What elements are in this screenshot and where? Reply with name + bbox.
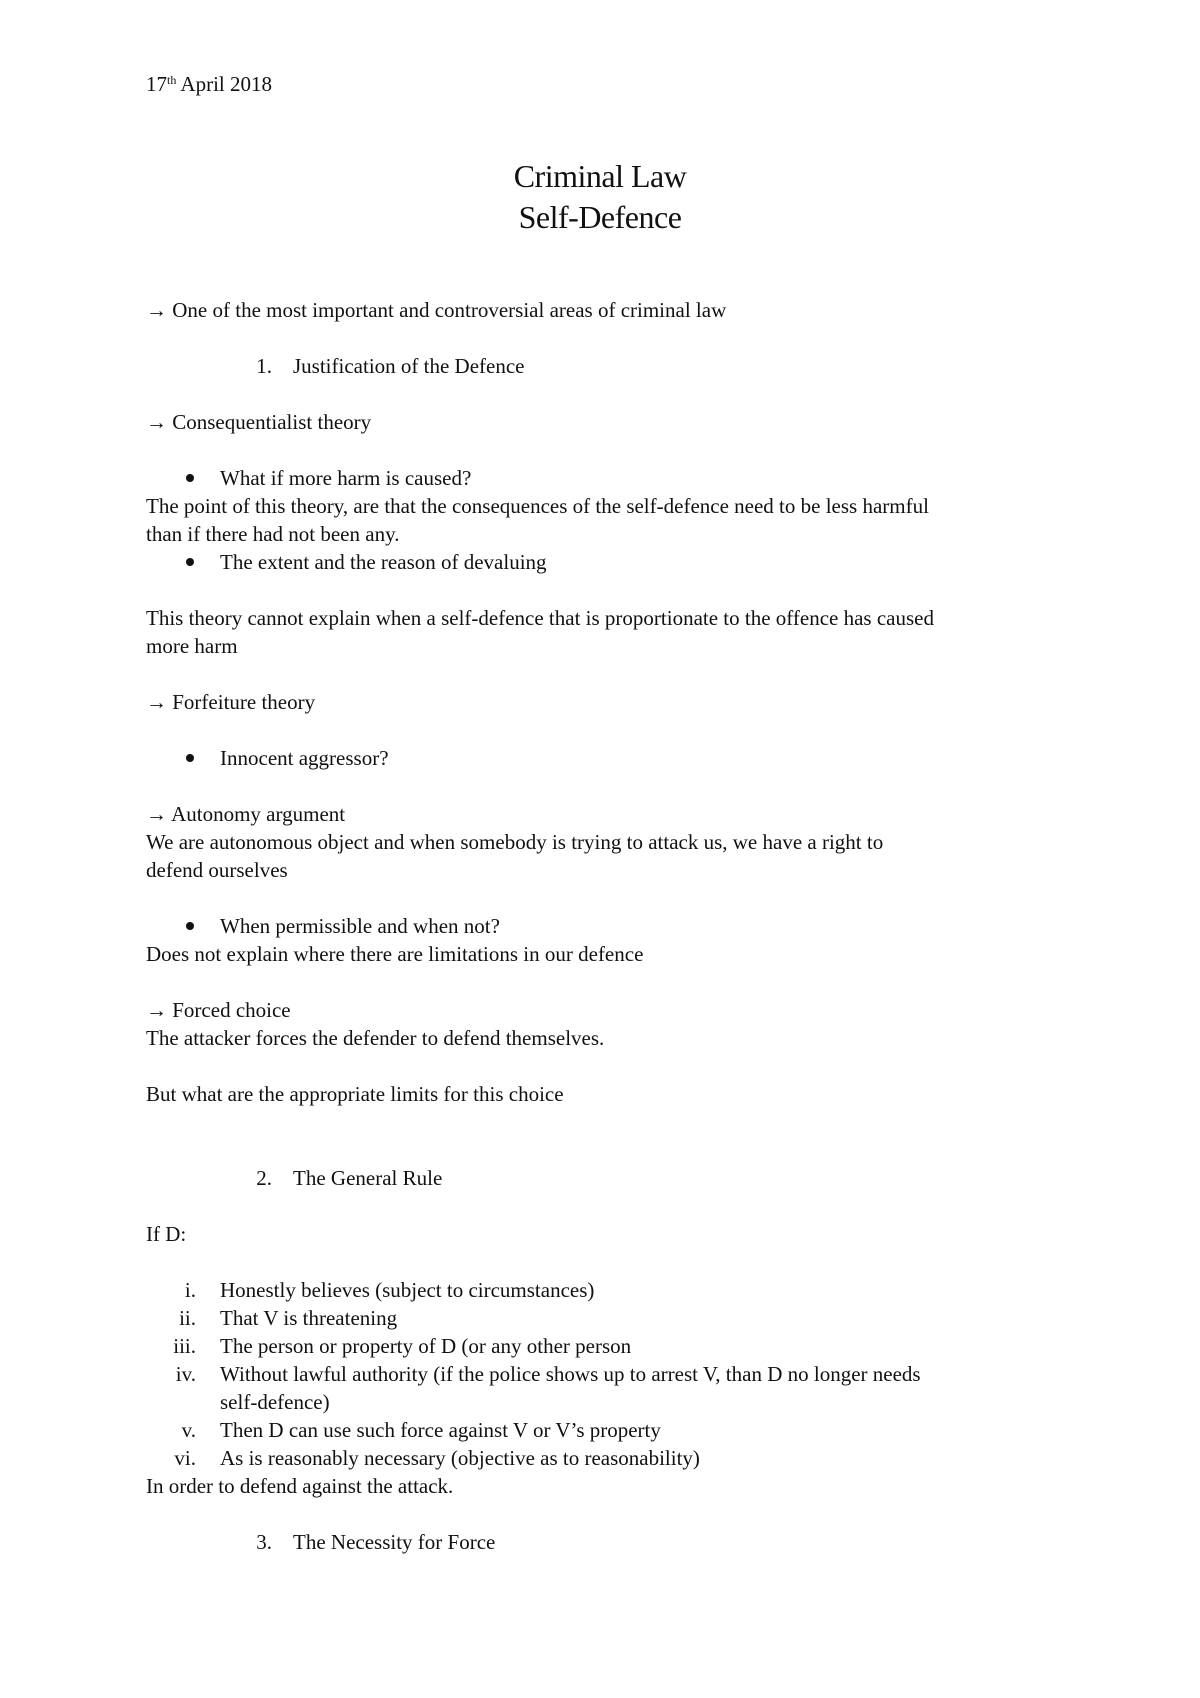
list-item: Honestly believes (subject to circumstances)	[220, 1278, 595, 1302]
paragraph-line: Does not explain where there are limitations in our defence	[146, 942, 644, 966]
section-number: 2.	[256, 1166, 272, 1190]
bullet-icon	[186, 754, 194, 762]
section-heading: The General Rule	[293, 1166, 443, 1190]
rule-lead: If D:	[146, 1222, 187, 1246]
autonomy-heading: → Autonomy argument	[146, 802, 346, 826]
paragraph-line: The point of this theory, are that the consequences of the self-defence need to be less harmful	[146, 494, 929, 518]
section-heading: The Necessity for Force	[293, 1530, 496, 1554]
paragraph-line: than if there had not been any.	[146, 522, 400, 546]
list-number: v.	[181, 1418, 196, 1442]
section-number: 1.	[256, 354, 272, 378]
list-number: ii.	[179, 1306, 196, 1330]
bullet-icon	[186, 474, 194, 482]
list-item: Then D can use such force against V or V’s property	[220, 1418, 661, 1442]
bullet-text: What if more harm is caused?	[220, 466, 472, 490]
paragraph-line: defend ourselves	[146, 858, 288, 882]
bullet-icon	[186, 558, 194, 566]
paragraph-line: more harm	[146, 634, 238, 658]
list-item: As is reasonably necessary (objective as to reasonability)	[220, 1446, 700, 1470]
consequentialist-heading: → Consequentialist theory	[146, 410, 372, 434]
list-number: iv.	[175, 1362, 196, 1386]
bullet-icon	[186, 922, 194, 930]
title-line-2: Self-Defence	[518, 199, 682, 235]
list-item-continuation: self-defence)	[220, 1390, 330, 1414]
list-item: The person or property of D (or any other person	[220, 1334, 632, 1358]
bullet-text: Innocent aggressor?	[220, 746, 389, 770]
bullet-text: When permissible and when not?	[220, 914, 500, 938]
intro-text: → One of the most important and controversial areas of criminal law	[146, 298, 727, 322]
date-suffix: th	[167, 73, 177, 87]
date-day: 17	[146, 72, 167, 96]
section-number: 3.	[256, 1530, 272, 1554]
forfeiture-heading: → Forfeiture theory	[146, 690, 316, 714]
list-number: iii.	[173, 1334, 196, 1358]
document-date	[146, 72, 272, 97]
bullet-text: The extent and the reason of devaluing	[220, 550, 547, 574]
paragraph-line: This theory cannot explain when a self-defence that is proportionate to the offence has caused	[146, 606, 934, 630]
date-rest: April 2018	[176, 72, 273, 96]
list-number: vi.	[174, 1446, 196, 1470]
paragraph-line: We are autonomous object and when somebody is trying to attack us, we have a right to	[146, 830, 884, 854]
rule-closing: In order to defend against the attack.	[146, 1474, 454, 1498]
paragraph-line: The attacker forces the defender to defend themselves.	[146, 1026, 605, 1050]
list-number: i.	[184, 1278, 196, 1302]
paragraph-line: But what are the appropriate limits for this choice	[146, 1082, 564, 1106]
forced-choice-heading: → Forced choice	[146, 998, 291, 1022]
section-heading: Justification of the Defence	[293, 354, 525, 378]
title-line-1: Criminal Law	[513, 158, 687, 194]
list-item: That V is threatening	[220, 1306, 398, 1330]
list-item: Without lawful authority (if the police shows up to arrest V, than D no longer needs	[220, 1362, 921, 1386]
